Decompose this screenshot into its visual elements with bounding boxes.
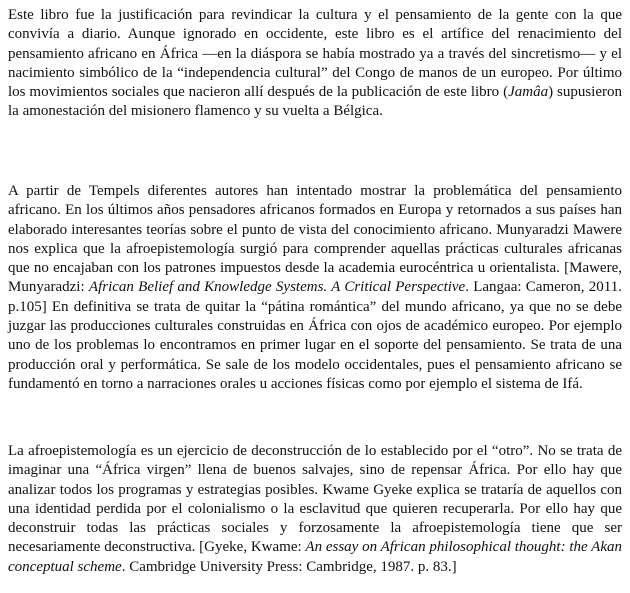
paragraph-1-italic-title: Jamâa xyxy=(508,84,549,101)
paragraph-3-text-end: . Cambridge University Press: Cambridge, 1987. p. 83.] xyxy=(121,558,457,575)
paragraph-3-text: La afroepistemología es un ejercicio de deconstrucción de lo establecido por el “otro”. No se trata de imaginar una “África virgen” llena de buenos salvajes, sino de repensar África. Por ello hay que analizar todos los programas y estrategias posibles. Kwame Gyeke explica se trataría de aquellos con una identidad perdida por el colonialismo o la esclavitud que quieren recuperarla. Por ello hay que deconstruir todas las prácticas sociales y forzosamente la afroepistemología tiene que ser necesariamente deconstructiva. [Gyeke, Kwame: xyxy=(8,443,622,556)
paragraph-2 xyxy=(8,182,622,394)
paragraph-2-italic-title: African Belief and Knowledge Systems. A Critical Perspective xyxy=(88,279,466,296)
paragraph-2-text-end: . Langaa: Cameron, 2011. p.105] En definitiva se trata de quitar la “pátina romántica” del mundo africano, ya que no se debe juzgar las producciones culturales construidas en África con ojos de académico europeo. Por ejemplo uno de los problemas lo encontramos en primer lugar en el soporte del pensamiento. Se trata de una producción oral y performática. Se sale de los modelo occidentales, pues el pensamiento africano se fundamentó en torno a narraciones orales u acciones físicas como por ejemplo el sistema de Ifá. xyxy=(8,279,622,392)
paragraph-3-italic-title: An essay on African philosophical thought: the Akan conceptual scheme xyxy=(8,539,622,575)
paragraph-2-text: A partir de Tempels diferentes autores han intentado mostrar la problemática del pensamiento africano. En los últimos años pensadores africanos formados en Europa y retornados a sus países han elaborado interesantes teorías sobre el punto de vista del conocimiento africano. Munyaradzi Mawere nos explica que la afroepistemología surgió para comprender aquellas prácticas culturales africanas que no encajaban con los patrones impuestos desde la academia eurocéntrica u orientalista. [Mawere, Munyaradzi: xyxy=(8,183,622,296)
paragraph-3 xyxy=(8,442,622,577)
paragraph-1 xyxy=(8,6,622,122)
paragraph-1-text: Este libro fue la justificación para revindicar la cultura y el pensamiento de la gente con la que convivía a diario. Aunque ignorado en occidente, este libro es el artífice del renacimiento del pensamiento africano en África —en la diáspora se había mostrado ya a través del sincretismo— y el nacimiento simbólico de la “independencia cultural” del Congo de manos de un europeo. Por último los movimientos sociales que nacieron allí después de la publicación de este libro ( xyxy=(8,7,622,101)
paragraph-1-text-end: ) supusieron la amonestación del misionero flamenco y su vuelta a Bélgica. xyxy=(8,84,622,120)
